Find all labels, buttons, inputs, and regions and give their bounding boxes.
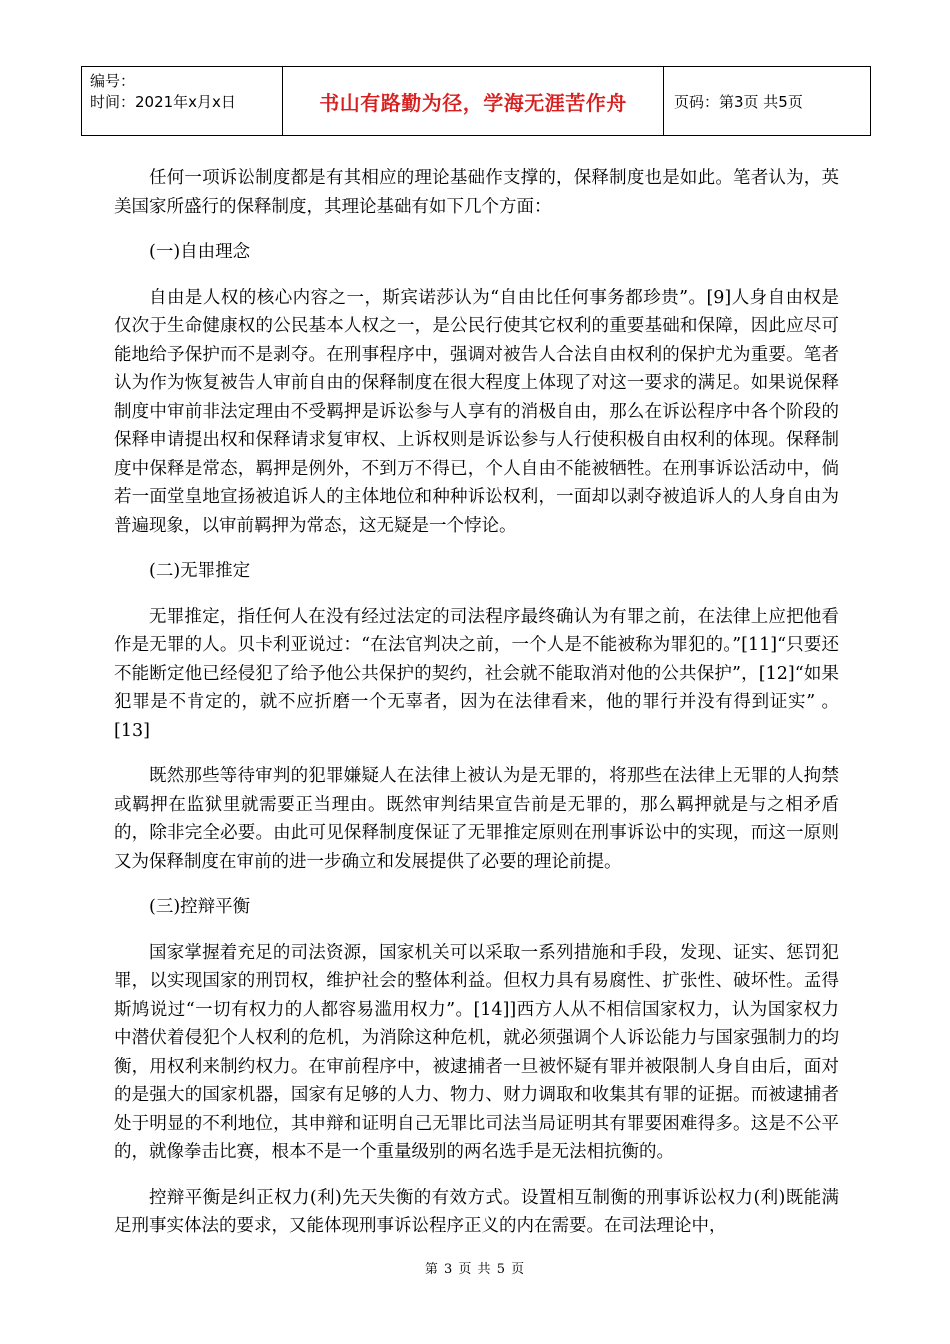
paragraph: 国家掌握着充足的司法资源，国家机关可以采取一系列措施和手段，发现、证实、惩罚犯罪，以实现国家的刑罚权，维护社会的整体利益。但权力具有易腐性、扩张性、破坏性。孟得斯鸠说过“一切有权力的人都容易滥用权力”。[14]]西方人从不相信国家权力，认为国家权力中潜伏着侵犯个人权利的危机，为消除这种危机，就必须强调个人诉讼能力与国家强制力的均衡，用权利来制约权力。在审前程序中，被逮捕者一旦被怀疑有罪并被限制人身自由后，面对的是强大的国家机器，国家有足够的人力、物力、财力调取和收集其有罪的证据。而被逮捕者处于明显的不利地位，其申辩和证明自己无罪比司法当局证明其有罪要困难得多。这是不公平的，就像拳击比赛，根本不是一个重量级别的两名选手是无法相抗衡的。 [114, 942, 839, 1162]
paragraph: 控辩平衡是纠正权力(利)先天失衡的有效方式。设置相互制衡的刑事诉讼权力(利)既能满足刑事实体法的要求，又能体现刑事诉讼程序正义的内在需要。在司法理论中， [114, 1187, 839, 1236]
page-footer [0, 1258, 950, 1277]
page-header [81, 66, 871, 136]
section-heading: (二)无罪推定 [149, 561, 251, 581]
section-heading: (三)控辩平衡 [149, 897, 251, 917]
section-heading: (一)自由理念 [149, 242, 251, 262]
header-meta [82, 67, 283, 135]
footer-page-number: 第 3 页 共 5 页 [424, 1262, 526, 1277]
paragraph: 自由是人权的核心内容之一，斯宾诺莎认为“自由比任何事务都珍贵”。[9]人身自由权是仅次于生命健康权的公民基本人权之一，是公民行使其它权利的重要基础和保障，因此应尽可能地给予保护而不是剥夺。在刑事程序中，强调对被告人合法自由权利的保护尤为重要。笔者认为作为恢复被告人审前自由的保释制度在很大程度上体现了对这一要求的满足。如果说保释制度中审前非法定理由不受羁押是诉讼参与人享有的消极自由，那么在诉讼程序中各个阶段的保释申请提出权和保释请求复审权、上诉权则是诉讼参与人行使积极自由权利的体现。保释制度中保释是常态，羁押是例外，不到万不得已，个人自由不能被牺牲。在刑事诉讼活动中，倘若一面堂皇地宣扬被追诉人的主体地位和种种诉讼权利，一面却以剥夺被追诉人的人身自由为普遍现象，以审前羁押为常态，这无疑是一个悖论。 [114, 287, 839, 536]
paragraph: 既然那些等待审判的犯罪嫌疑人在法律上被认为是无罪的，将那些在法律上无罪的人拘禁或羁押在监狱里就需要正当理由。既然审判结果宣告前是无罪的，那么羁押就是与之相矛盾的，除非完全必要。由此可见保释制度保证了无罪推定原则在刑事诉讼中的实现，而这一原则又为保释制度在审前的进一步确立和发展提供了必要的理论前提。 [114, 766, 839, 872]
document-number: 编号： [90, 72, 136, 90]
paragraph: 任何一项诉讼制度都是有其相应的理论基础作支撑的，保释制度也是如此。笔者认为，英美国家所盛行的保释制度，其理论基础有如下几个方面： [114, 168, 839, 217]
document-date: 时间：2021年x月x日 [90, 93, 236, 111]
header-motto: 书山有路勤为径，学海无涯苦作舟 [283, 67, 664, 135]
paragraph: 无罪推定，指任何人在没有经过法定的司法程序最终确认为有罪之前，在法律上应把他看作是无罪的人。贝卡利亚说过：“在法官判决之前，一个人是不能被称为罪犯的。”[11]“只要还不能断定他已经侵犯了给予他公共保护的契约，社会就不能取消对他的公共保护”，[12]“如果犯罪是不肯定的，就不应折磨一个无辜者，因为在法律看来，他的罪行并没有得到证实” 。[13] [114, 606, 839, 741]
document-body [114, 164, 839, 1258]
header-page-number: 页码：第3页 共5页 [674, 92, 803, 111]
